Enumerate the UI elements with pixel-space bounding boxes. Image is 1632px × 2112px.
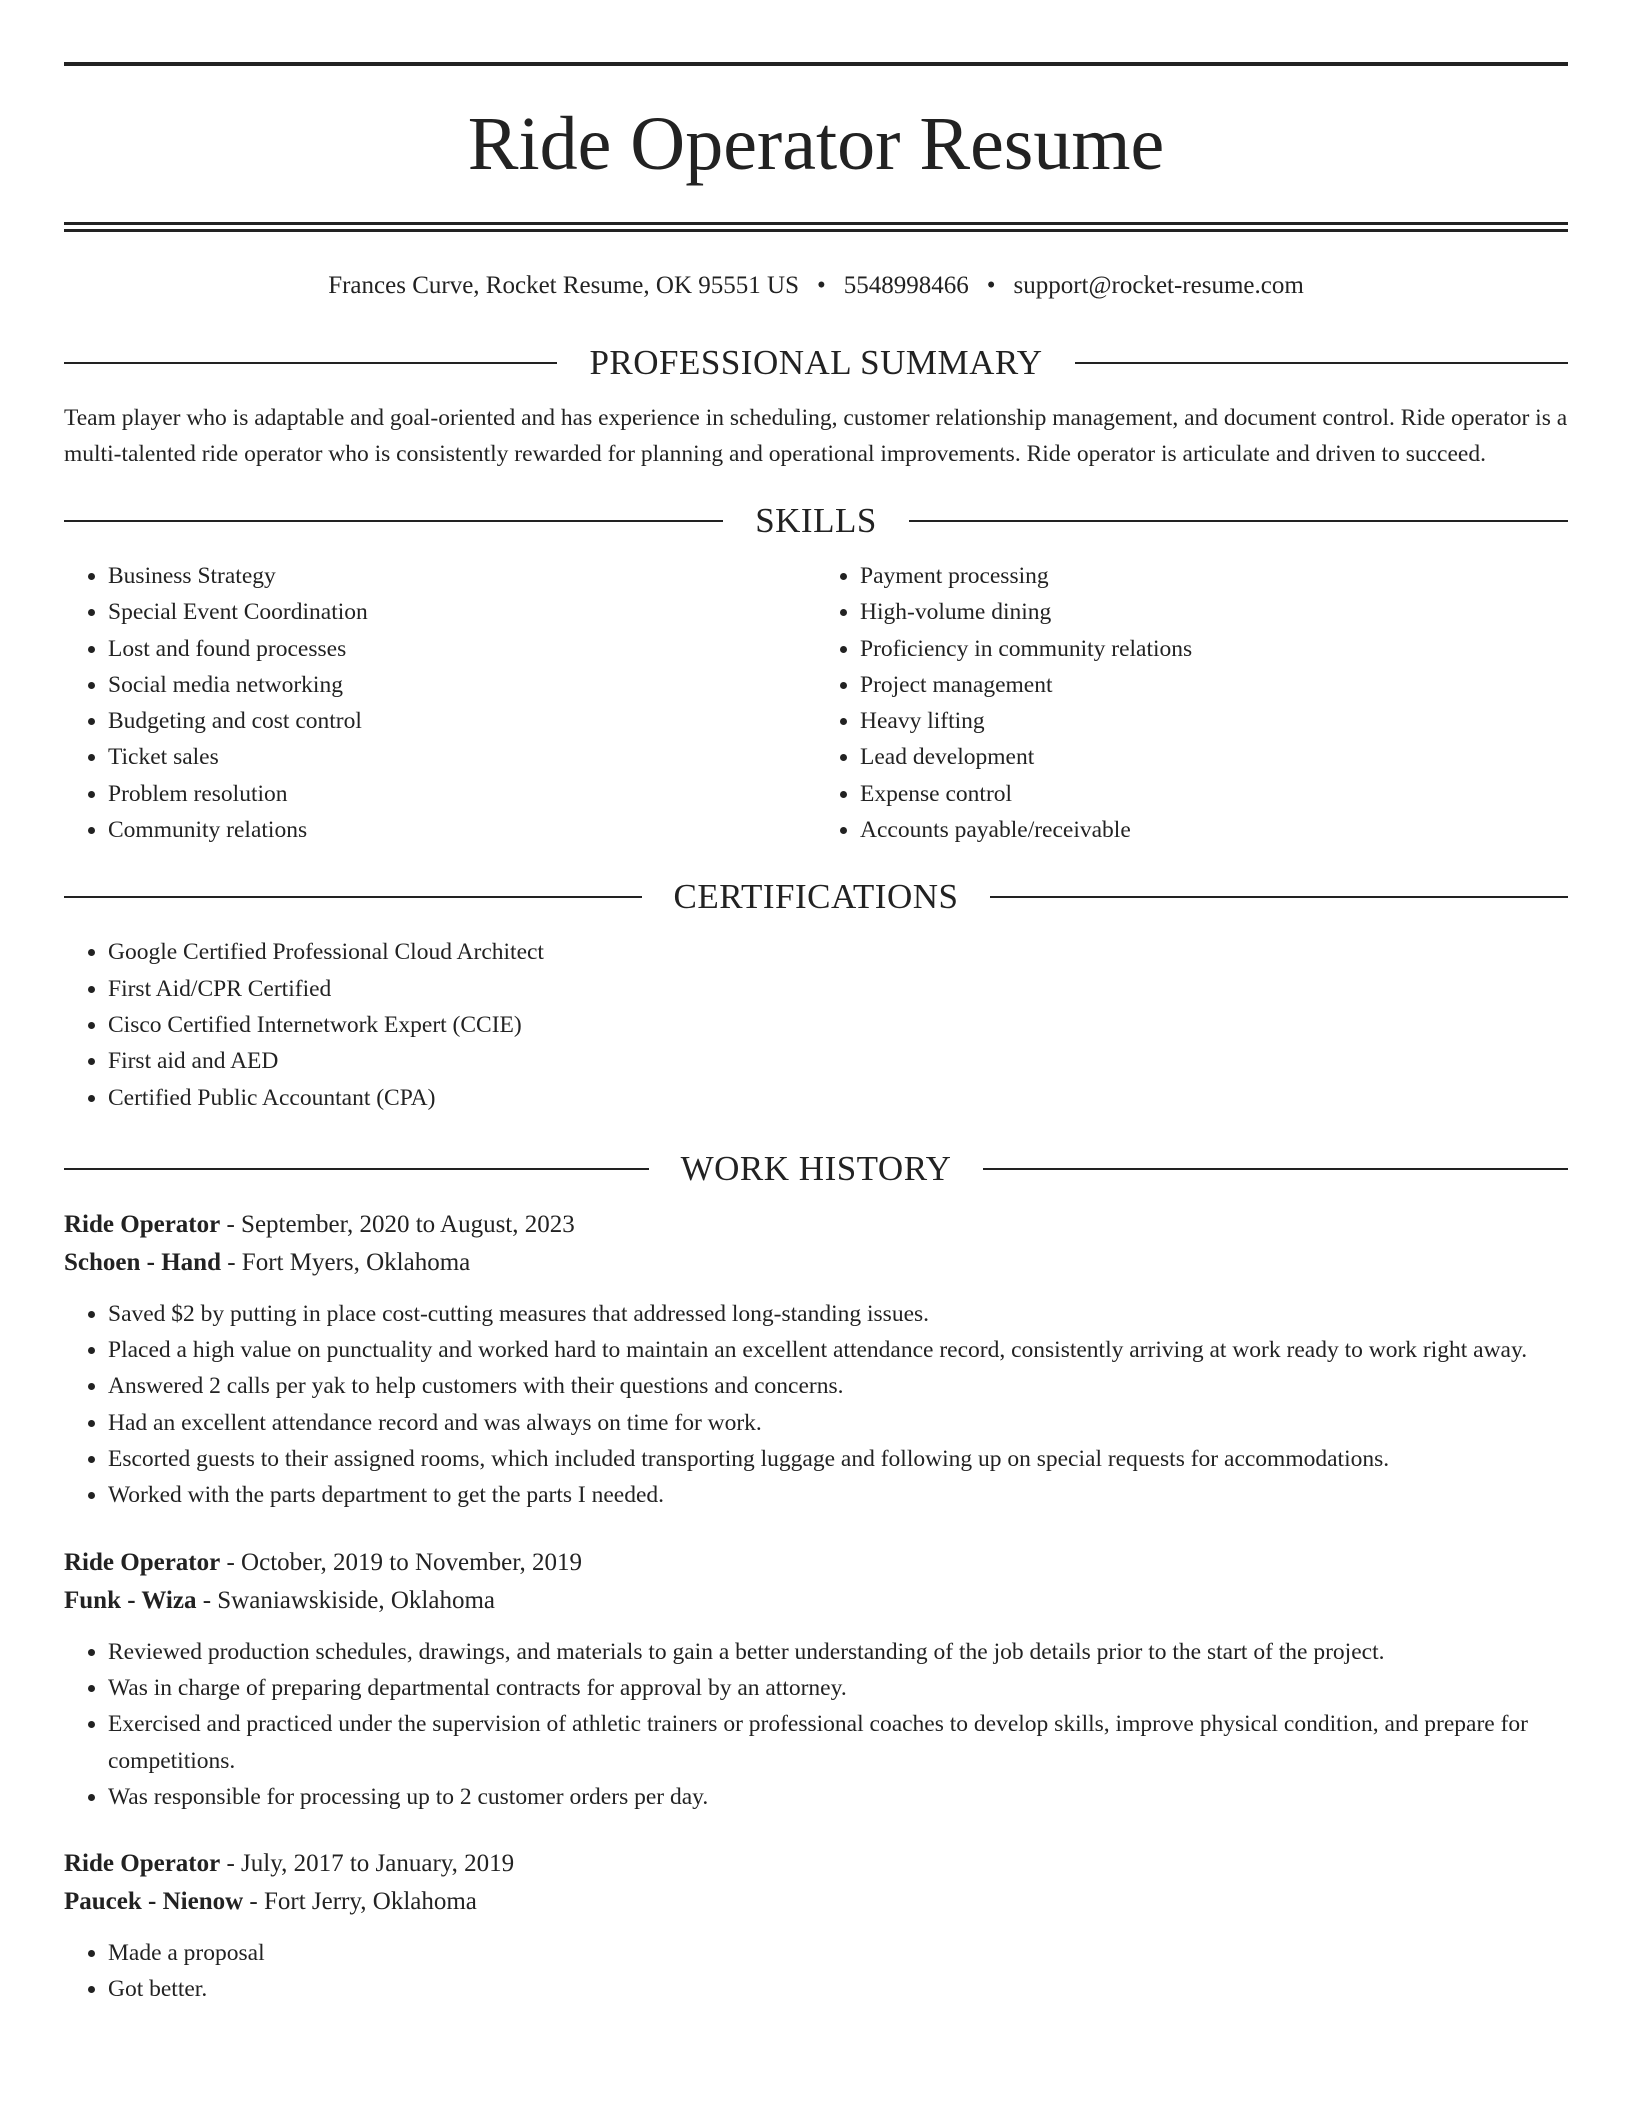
skills-list-left xyxy=(64,558,816,848)
skill-item: • High-volume dining xyxy=(860,594,1568,630)
job-title: Ride Operator xyxy=(64,1548,221,1576)
skill-item: • Ticket sales xyxy=(108,739,816,775)
section-header-skills xyxy=(64,496,1568,546)
skills-list-right xyxy=(816,558,1568,848)
skill-item: • Special Event Coordination xyxy=(108,594,816,630)
job-company: Funk - Wiza xyxy=(64,1586,197,1614)
section-title: CERTIFICATIONS xyxy=(673,877,959,917)
job-location: - Fort Myers, Oklahoma xyxy=(220,1248,471,1276)
job-company-line xyxy=(64,1582,1568,1620)
job-entry xyxy=(64,1544,1568,1815)
job-bullet: • Answered 2 calls per yak to help customers with their questions and concerns. xyxy=(108,1368,1568,1404)
contact-line xyxy=(64,270,1568,302)
contact-separator: • xyxy=(986,272,996,299)
job-entry xyxy=(64,1206,1568,1514)
skill-item: • Payment processing xyxy=(860,558,1568,594)
job-title: Ride Operator xyxy=(64,1850,221,1878)
job-company-line xyxy=(64,1244,1568,1282)
contact-separator: • xyxy=(816,272,826,299)
job-bullets xyxy=(64,1296,1568,1514)
skill-item: • Lost and found processes xyxy=(108,631,816,667)
skill-item: • Budgeting and cost control xyxy=(108,703,816,739)
job-bullets xyxy=(64,1935,1568,2008)
job-bullet: • Worked with the parts department to get the parts I needed. xyxy=(108,1477,1568,1513)
job-location: - Swaniawskiside, Oklahoma xyxy=(196,1586,496,1614)
skill-item: • Problem resolution xyxy=(108,776,816,812)
skill-item: • Social media networking xyxy=(108,667,816,703)
job-dates: - July, 2017 to January, 2019 xyxy=(220,1850,515,1878)
skill-item: • Business Strategy xyxy=(108,558,816,594)
job-entry xyxy=(64,1845,1568,2008)
job-company-line xyxy=(64,1883,1568,1921)
skill-item: • Lead development xyxy=(860,739,1568,775)
page-title: Ride Operator Resume xyxy=(467,102,1165,186)
job-bullet: • Had an excellent attendance record and was always on time for work. xyxy=(108,1405,1568,1441)
skill-item: • Project management xyxy=(860,667,1568,703)
section-rule xyxy=(1075,362,1568,364)
certification-item: • First Aid/CPR Certified xyxy=(108,971,1568,1007)
job-company: Schoen - Hand xyxy=(64,1248,221,1276)
section-rule xyxy=(909,520,1568,522)
job-bullet: • Reviewed production schedules, drawings, and materials to gain a better understanding of the job details prior to the start of the project. xyxy=(108,1634,1568,1670)
section-rule xyxy=(64,520,723,522)
skill-item: • Community relations xyxy=(108,812,816,848)
job-bullet: • Exercised and practiced under the supervision of athletic trainers or professional coaches to develop skills, improve physical condition, and prepare for competitions. xyxy=(108,1706,1568,1779)
job-company: Paucek - Nienow xyxy=(64,1888,244,1916)
job-bullets xyxy=(64,1634,1568,1815)
job-bullet: • Was responsible for processing up to 2 customer orders per day. xyxy=(108,1779,1568,1815)
section-rule xyxy=(64,1168,649,1170)
section-title: SKILLS xyxy=(755,501,877,540)
section-title: WORK HISTORY xyxy=(680,1148,952,1188)
section-title: PROFESSIONAL SUMMARY xyxy=(589,343,1043,382)
job-dates: - September, 2020 to August, 2023 xyxy=(220,1210,575,1238)
job-title-line xyxy=(64,1544,1568,1582)
title-double-rule xyxy=(64,222,1568,232)
section-header-certifications xyxy=(64,872,1568,922)
section-header-work-history xyxy=(64,1144,1568,1194)
contact-email: support@rocket-resume.com xyxy=(1013,272,1304,299)
summary-text: Team player who is adaptable and goal-oriented and has experience in scheduling, customer relationship management, and document control. Ride operator is a multi-talented ride operator who is consistently rewarded for planning and operational improvements. Ride operator is articulate and driven to succeed. xyxy=(64,405,1568,467)
job-bullet: • Was in charge of preparing departmental contracts for approval by an attorney. xyxy=(108,1670,1568,1706)
skills-columns xyxy=(64,558,1568,848)
work-history-list xyxy=(64,1206,1568,2008)
job-bullet: • Got better. xyxy=(108,1971,1568,2007)
certification-item: • Cisco Certified Internetwork Expert (CCIE) xyxy=(108,1007,1568,1043)
top-rule xyxy=(64,62,1568,66)
job-bullet: • Made a proposal xyxy=(108,1935,1568,1971)
certification-item: • Google Certified Professional Cloud Architect xyxy=(108,934,1568,970)
contact-phone: 5548998466 xyxy=(843,272,969,299)
section-rule xyxy=(64,896,642,898)
section-rule xyxy=(990,896,1568,898)
job-title-line xyxy=(64,1206,1568,1244)
job-title: Ride Operator xyxy=(64,1210,221,1238)
job-bullet: • Saved $2 by putting in place cost-cutting measures that addressed long-standing issues. xyxy=(108,1296,1568,1332)
skill-item: • Proficiency in community relations xyxy=(860,631,1568,667)
contact-address: Frances Curve, Rocket Resume, OK 95551 US xyxy=(328,272,799,299)
skill-item: • Expense control xyxy=(860,776,1568,812)
certifications-list xyxy=(64,934,1568,1115)
section-rule xyxy=(64,362,557,364)
skill-item: • Heavy lifting xyxy=(860,703,1568,739)
job-bullet: • Placed a high value on punctuality and worked hard to maintain an excellent attendance record, consistently arriving at work ready to work right away. xyxy=(108,1332,1568,1368)
skill-item: • Accounts payable/receivable xyxy=(860,812,1568,848)
job-location: - Fort Jerry, Oklahoma xyxy=(243,1888,477,1916)
section-header-summary xyxy=(64,338,1568,388)
job-bullet: • Escorted guests to their assigned rooms, which included transporting luggage and following up on special requests for accommodations. xyxy=(108,1441,1568,1477)
resume-page xyxy=(64,62,1568,2008)
certification-item: • First aid and AED xyxy=(108,1043,1568,1079)
section-rule xyxy=(983,1168,1568,1170)
job-title-line xyxy=(64,1845,1568,1883)
certification-item: • Certified Public Accountant (CPA) xyxy=(108,1080,1568,1116)
job-dates: - October, 2019 to November, 2019 xyxy=(220,1548,583,1576)
